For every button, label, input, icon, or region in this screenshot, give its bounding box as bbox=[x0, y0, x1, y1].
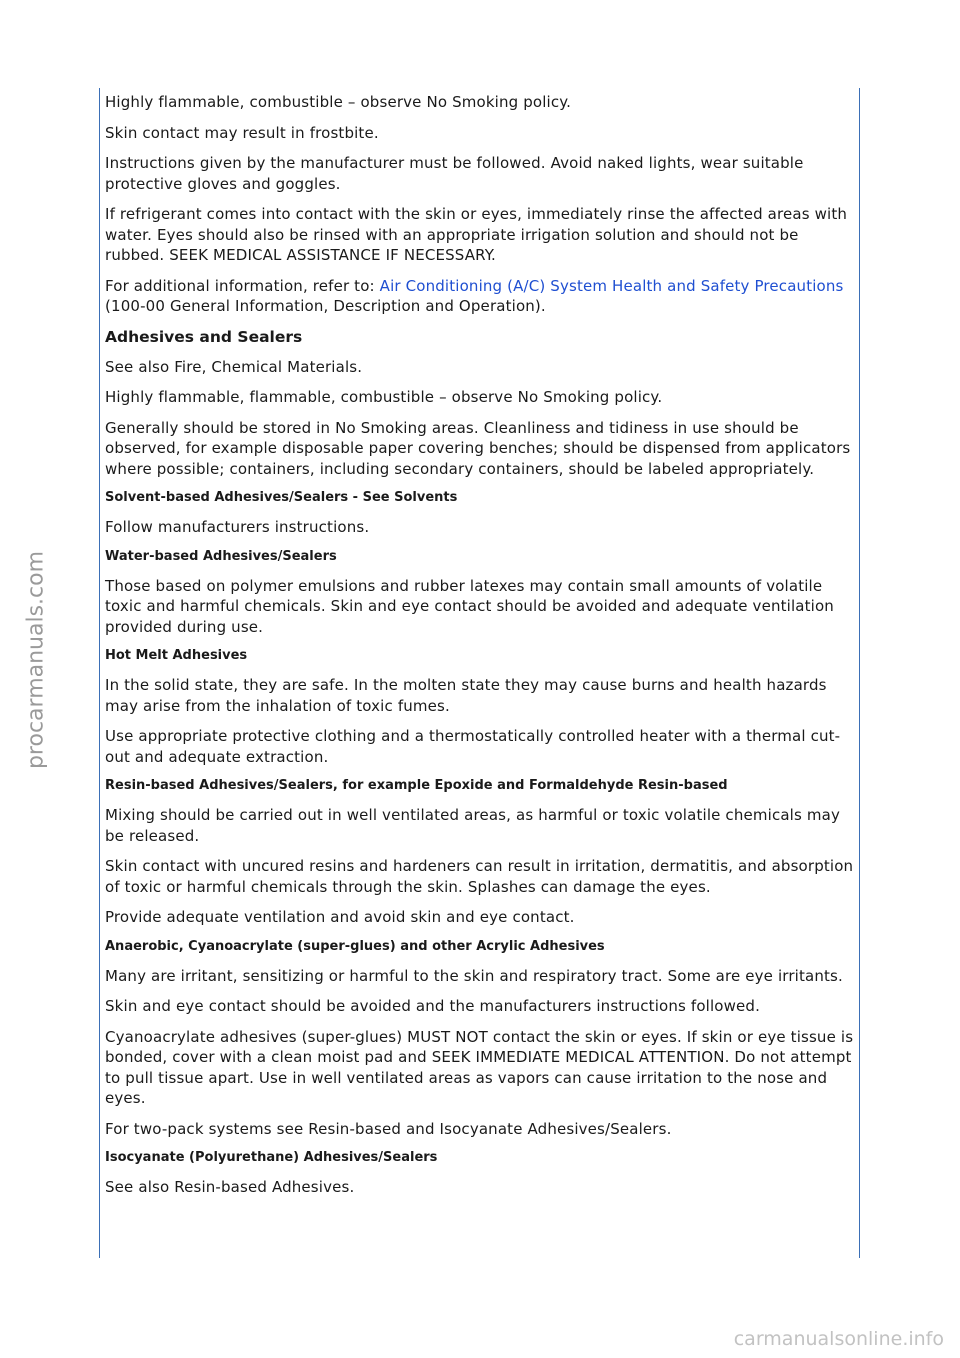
section-heading-adhesives: Adhesives and Sealers bbox=[105, 327, 303, 346]
paragraph: Cyanoacrylate adhesives (super-glues) MUST NOT contact the skin or eyes. If skin or eye tissue is bonded, cover with a clean moist pad and SEEK IMMEDIATE MEDICAL ATTENTION. Do not attempt to pull tissue apart. Use in well ventilated areas as vapors can cause irritation to the nose and eyes. bbox=[105, 1027, 854, 1107]
paragraph: Skin contact may result in frostbite. bbox=[105, 123, 379, 142]
subheading-resin: Resin-based Adhesives/Sealers, for example Epoxide and Formaldehyde Resin-based bbox=[105, 778, 728, 793]
document-body bbox=[105, 92, 857, 1208]
paragraph: For two-pack systems see Resin-based and Isocyanate Adhesives/Sealers. bbox=[105, 1119, 672, 1138]
ac-safety-link[interactable]: Air Conditioning (A/C) System Health and Safety Precautions bbox=[379, 276, 844, 295]
paragraph: Many are irritant, sensitizing or harmful to the skin and respiratory tract. Some are eye irritants. bbox=[105, 966, 843, 985]
paragraph: In the solid state, they are safe. In the molten state they may cause burns and health hazards may arise from the inhalation of toxic fumes. bbox=[105, 676, 827, 715]
subheading-isocyanate: Isocyanate (Polyurethane) Adhesives/Sealers bbox=[105, 1150, 438, 1165]
reference-paragraph bbox=[105, 276, 857, 317]
paragraph: Generally should be stored in No Smoking areas. Cleanliness and tidiness in use should be observed, for example disposable paper covering benches; should be dispensed from applicators where possible; containers, including secondary containers, should be labeled appropriately. bbox=[105, 418, 851, 478]
paragraph: Highly flammable, flammable, combustible – observe No Smoking policy. bbox=[105, 388, 663, 406]
paragraph: Skin and eye contact should be avoided and the manufacturers instructions followed. bbox=[105, 997, 761, 1015]
paragraph: Provide adequate ventilation and avoid skin and eye contact. bbox=[105, 908, 575, 926]
subheading-anaerobic: Anaerobic, Cyanoacrylate (super-glues) and other Acrylic Adhesives bbox=[105, 938, 605, 954]
paragraph: Those based on polymer emulsions and rubber latexes may contain small amounts of volatile toxic and harmful chemicals. Skin and eye contact should be avoided and adequate ventilation provided during use. bbox=[105, 576, 834, 636]
paragraph: See also Fire, Chemical Materials. bbox=[105, 357, 363, 376]
paragraph: Skin contact with uncured resins and hardeners can result in irritation, dermatitis, and absorption of toxic or harmful chemicals through the skin. Splashes can damage the eyes. bbox=[105, 857, 854, 896]
side-watermark: procarmanuals.com bbox=[23, 550, 49, 770]
subheading-hotmelt: Hot Melt Adhesives bbox=[105, 648, 248, 663]
paragraph: Mixing should be carried out in well ventilated areas, as harmful or toxic volatile chemicals may be released. bbox=[105, 806, 841, 845]
bottom-watermark: carmanualsonline.info bbox=[733, 1328, 944, 1350]
paragraph: See also Resin-based Adhesives. bbox=[105, 1178, 355, 1196]
reference-prefix: For additional information, refer to: bbox=[105, 276, 380, 295]
subheading-water: Water-based Adhesives/Sealers bbox=[105, 548, 337, 564]
left-frame-rule bbox=[99, 88, 100, 1258]
paragraph: Instructions given by the manufacturer must be followed. Avoid naked lights, wear suitable protective gloves and goggles. bbox=[105, 154, 804, 193]
paragraph: Highly flammable, combustible – observe No Smoking policy. bbox=[105, 93, 572, 111]
paragraph: Follow manufacturers instructions. bbox=[105, 518, 370, 536]
paragraph: Use appropriate protective clothing and a thermostatically controlled heater with a thermal cut-out and adequate extraction. bbox=[105, 727, 841, 766]
subheading-solvent: Solvent-based Adhesives/Sealers - See Solvents bbox=[105, 490, 458, 505]
paragraph: If refrigerant comes into contact with the skin or eyes, immediately rinse the affected areas with water. Eyes should also be rinsed with an appropriate irrigation solution and should not be rubbed. SEEK MEDICAL ASSISTANCE IF NECESSARY. bbox=[105, 205, 848, 264]
reference-suffix: (100-00 General Information, Description and Operation). bbox=[105, 297, 546, 315]
right-frame-rule bbox=[859, 88, 860, 1258]
